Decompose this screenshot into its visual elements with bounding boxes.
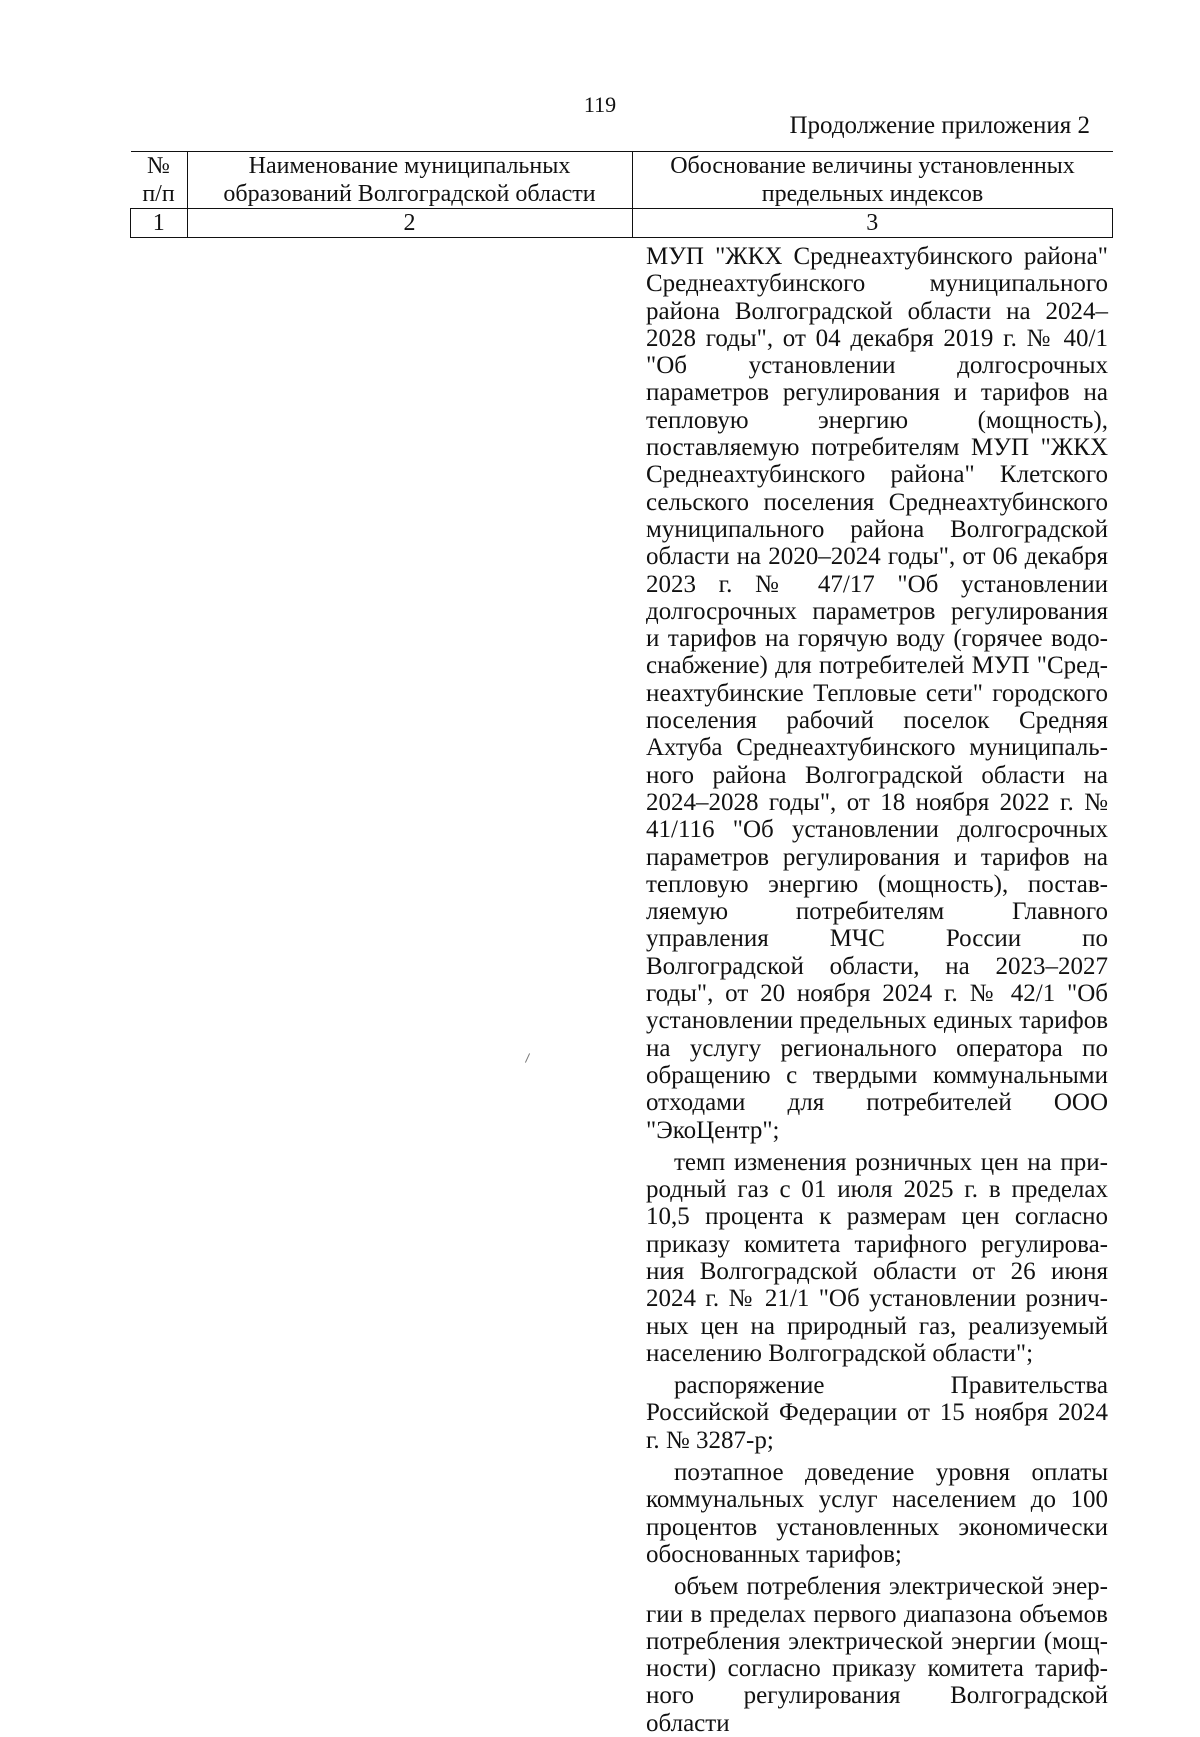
header-table: [130, 151, 1113, 238]
paragraph: МУП "ЖКХ Среднеахтубинского района" Среднеахтубинского муниципального района Волгоградской области на 2024–2028 годы", от 04 декабря 2019 г. № 40/1 "Об установлении долгосрочных параметров регулирования и тарифов на тепловую энергию (мощность), поставляемую потребителям МУП "ЖКХ Среднеахтубинского района" Клетского сельского поселения Среднеахтубинского муниципального района Волгоградской области на 2020–2024 годы", от 06 декабря 2023 г. № 47/17 "Об установлении долгосрочных параметров регулирования и тарифов на горячую воду (горячее водоснабжение) для потребителей МУП "Среднеахтубинские Тепловые сети" городского поселения рабочий поселок Средняя Ахтуба Среднеахтубинского муниципального района Волгоградской области на 2024–2028 годы", от 18 ноября 2022 г. № 41/116 "Об установлении долгосрочных параметров регулирования и тарифов на тепловую энергию (мощность), поставляемую потребителям Главного управления МЧС России по Волгоградской области, на 2023–2027 годы", от 20 ноября 2024 г. № 42/1 "Об установлении предельных единых тарифов на услугу регионального оператора по обращению с твердыми коммунальными отходами для потребителей ООО "ЭкоЦентр";: [646, 243, 1108, 1144]
continuation-label: Продолжение приложения 2: [789, 112, 1090, 139]
header-line: предельных индексов: [761, 181, 984, 207]
header-line: №: [147, 153, 170, 179]
header-line: п/п: [142, 181, 175, 207]
justification-text: [646, 243, 1108, 1737]
table-header-row: [131, 152, 1113, 209]
header-line: Обоснование величины установленных: [670, 153, 1075, 179]
header-line: образований Волгоградской области: [223, 181, 596, 207]
col-name-index: 2: [187, 209, 632, 238]
col-number-index: 1: [131, 209, 188, 238]
paragraph: распоряжение Правительства Российской Федерации от 15 ноября 2024 г. № 3287-р;: [646, 1372, 1108, 1454]
paragraph: объем потребления электрической энергии в пределах первого диапазона объемов потребления электрической энергии (мощности) согласно приказу комитета тарифного регулирования Волгоградской области: [646, 1573, 1108, 1737]
col-justification-header: [632, 152, 1113, 209]
col-number-header: [131, 152, 188, 209]
header-line: Наименование муниципальных: [248, 153, 571, 179]
page-number: 119: [583, 92, 617, 117]
col-justification-index: 3: [632, 209, 1113, 238]
paragraph: поэтапное доведение уровня оплаты коммунальных услуг населением до 100 процентов установленных экономически обоснованных тарифов;: [646, 1459, 1108, 1568]
col-name-header: [187, 152, 632, 209]
paragraph: темп изменения розничных цен на природный газ с 01 июля 2025 г. в пределах 10,5 процента к размерам цен согласно приказу комитета тарифного регулирования Волгоградской области от 26 июня 2024 г. № 21/1 "Об установлении розничных цен на природный газ, реализуемый населению Волгоградской области";: [646, 1148, 1108, 1367]
scan-artifact: [525, 1053, 530, 1062]
table-number-row: [131, 209, 1113, 238]
